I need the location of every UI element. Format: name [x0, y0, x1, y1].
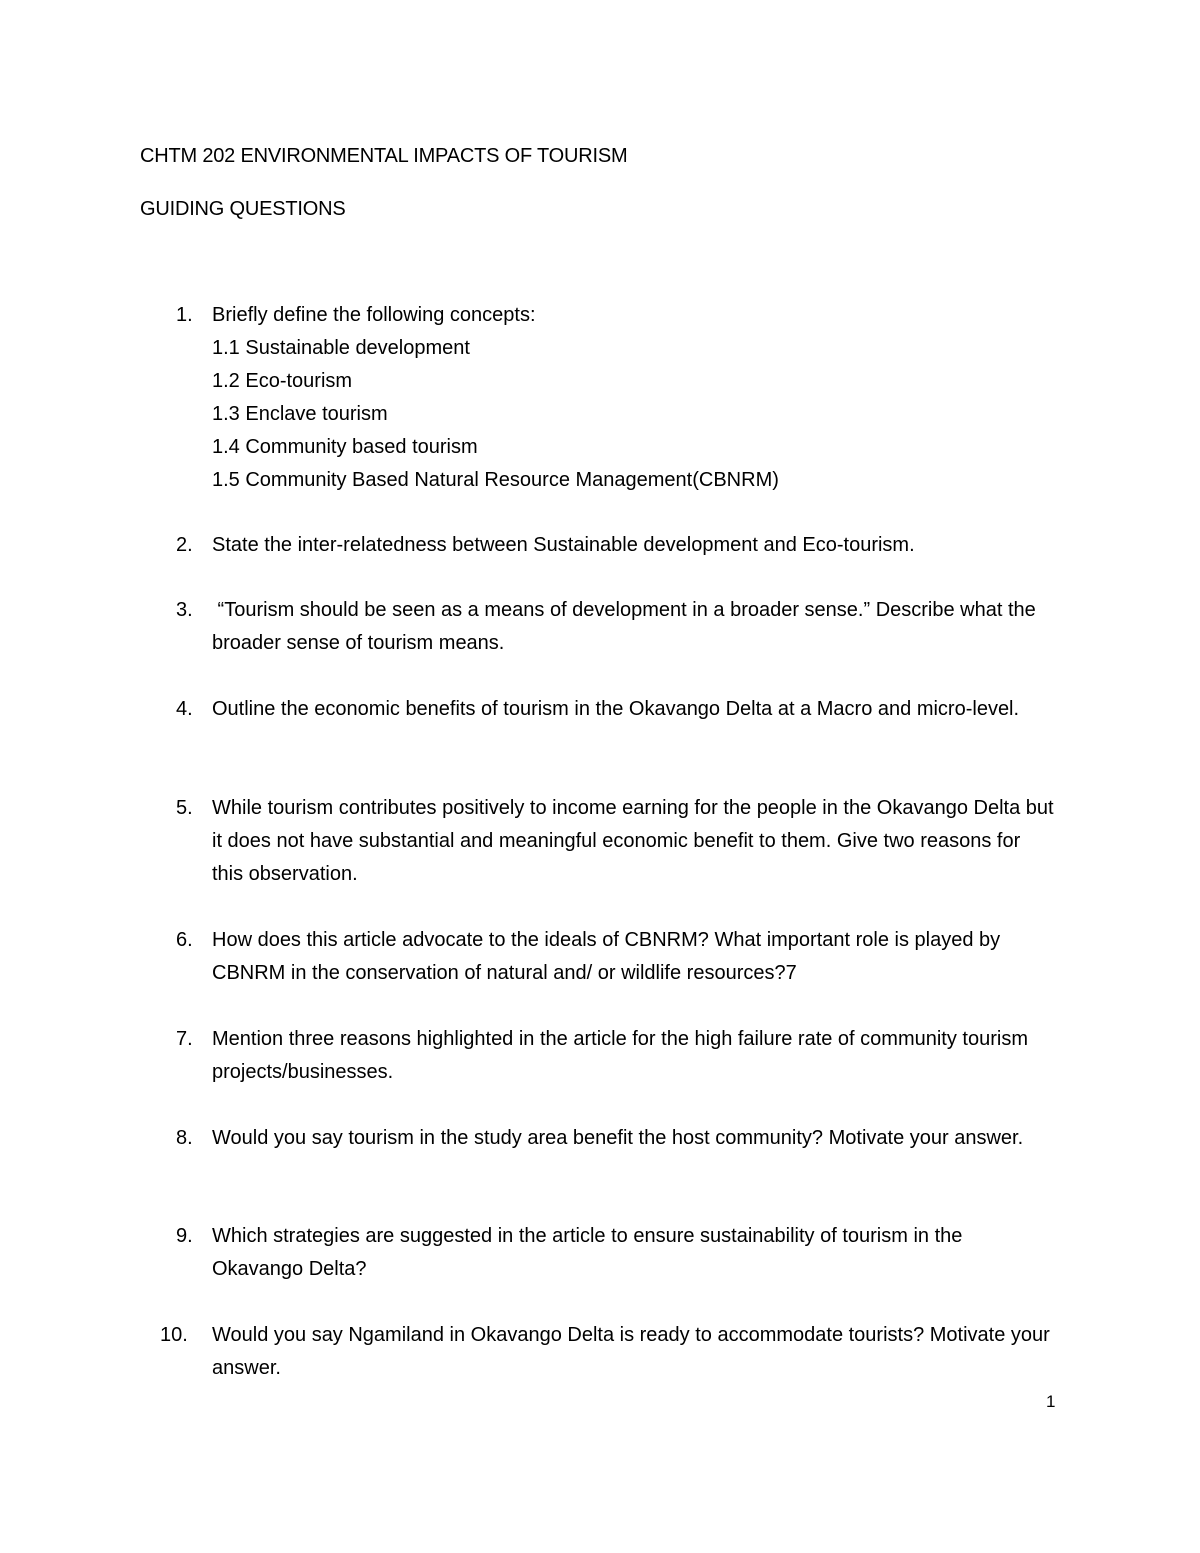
document-title: CHTM 202 ENVIRONMENTAL IMPACTS OF TOURISM — [140, 145, 628, 167]
question-item — [176, 792, 1056, 891]
question-number: 9. — [176, 1225, 193, 1247]
question-text: Would you say tourism in the study area benefit the host community? Motivate your answer. — [212, 1127, 1024, 1149]
question-number: 6. — [176, 929, 193, 951]
question-item — [176, 1023, 1056, 1089]
question-text: “Tourism should be seen as a means of development in a broader sense.” Describe what the broader sense of tourism means. — [212, 599, 1036, 654]
sub-item: 1.4 Community based tourism — [212, 436, 478, 458]
question-number: 3. — [176, 599, 193, 621]
question-item — [176, 529, 1056, 562]
page-number: 1 — [1046, 1392, 1056, 1411]
question-text: Outline the economic benefits of tourism in the Okavango Delta at a Macro and micro-level. — [212, 698, 1020, 720]
question-text: Which strategies are suggested in the article to ensure sustainability of tourism in the Okavango Delta? — [212, 1225, 963, 1280]
question-number: 8. — [176, 1127, 193, 1149]
sub-item: 1.3 Enclave tourism — [212, 403, 388, 425]
question-item — [176, 299, 1056, 497]
question-number: 2. — [176, 534, 193, 556]
question-item — [176, 594, 1056, 660]
question-number: 5. — [176, 797, 193, 819]
question-number: 10. — [160, 1324, 188, 1346]
sub-item: 1.5 Community Based Natural Resource Management(CBNRM) — [212, 469, 779, 491]
question-number: 4. — [176, 698, 193, 720]
sub-item: 1.1 Sustainable development — [212, 337, 470, 359]
question-text: Would you say Ngamiland in Okavango Delta is ready to accommodate tourists? Motivate your answer. — [212, 1324, 1050, 1379]
question-text: While tourism contributes positively to income earning for the people in the Okavango Delta but it does not have substantial and meaningful economic benefit to them. Give two reasons for this observation. — [212, 797, 1054, 885]
question-text: How does this article advocate to the ideals of CBNRM? What important role is played by CBNRM in the conservation of natural and/ or wildlife resources?7 — [212, 929, 1001, 984]
question-item — [176, 924, 1056, 990]
question-number: 1. — [176, 304, 193, 326]
question-item — [176, 1122, 1056, 1155]
sub-item: 1.2 Eco-tourism — [212, 370, 353, 392]
question-item — [176, 1220, 1056, 1286]
question-text: State the inter-relatedness between Sustainable development and Eco-tourism. — [212, 534, 915, 556]
question-text: Mention three reasons highlighted in the article for the high failure rate of community tourism projects/businesses. — [212, 1028, 1028, 1083]
question-item — [160, 1319, 1056, 1385]
question-text: Briefly define the following concepts: — [212, 304, 536, 326]
question-item — [176, 693, 1056, 726]
question-number: 7. — [176, 1028, 193, 1050]
document-subtitle: GUIDING QUESTIONS — [140, 198, 346, 220]
